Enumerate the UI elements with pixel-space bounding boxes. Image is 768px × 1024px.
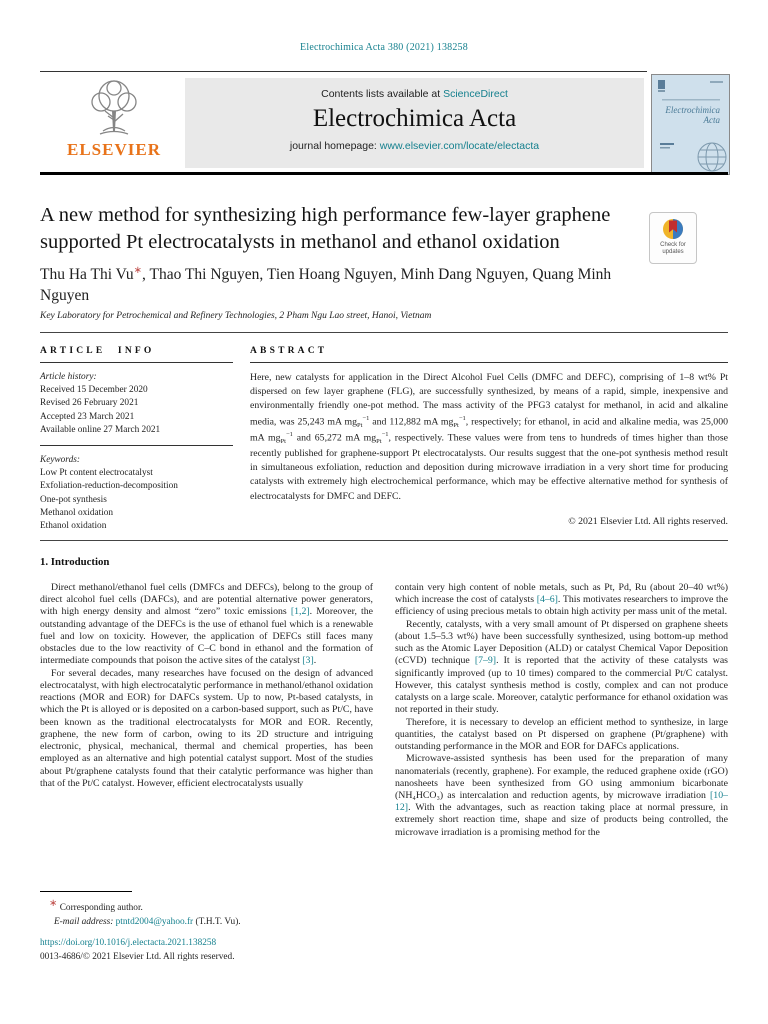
contents-line	[185, 78, 644, 100]
authors-line	[40, 264, 660, 307]
svg-text:Acta: Acta	[703, 115, 720, 125]
homepage-prefix: journal homepage:	[289, 140, 380, 152]
abstract-rule	[250, 362, 728, 363]
keyword-item: Exfoliation-reduction-decomposition	[40, 481, 178, 492]
history-item: Available online 27 March 2021	[40, 424, 161, 435]
footnote-marker: ∗	[49, 898, 58, 909]
affiliation: Key Laboratory for Petrochemical and Refinery Technologies, 2 Pham Ngu Lao street, Hanoi, Vietnam	[40, 311, 432, 321]
footnote-email-line	[40, 916, 385, 929]
keyword-item: Ethanol oxidation	[40, 520, 107, 531]
footnote-corresponding: ∗ Corresponding author.	[49, 898, 143, 914]
journal-cover-art	[652, 75, 729, 174]
journal-title: Electrochimica Acta	[312, 105, 517, 132]
body-divider-rule	[40, 540, 728, 541]
doi-link[interactable]: https://doi.org/10.1016/j.electacta.2021.138258	[40, 938, 217, 948]
svg-text:Electrochimica: Electrochimica	[665, 105, 720, 115]
masthead-top-rule	[40, 71, 647, 72]
elsevier-logo[interactable]	[45, 76, 183, 168]
body-paragraph: contain very high content of noble metals, such as Pt, Pd, Ru (about 20–40 wt%) which increase the cost of catalysts [4–6]. This motivates researchers to improve the efficiency of using precious metals to obtain high activity per mass unit of the metal.	[395, 582, 728, 618]
imprint-footer	[40, 936, 235, 965]
history-item: Received 15 December 2020	[40, 385, 148, 396]
elsevier-wordmark: ELSEVIER	[67, 140, 161, 159]
intro-column-right	[395, 582, 728, 888]
info-abstract-section	[40, 346, 728, 533]
abstract-text: Here, new catalysts for application in the Direct Alcohol Fuel Cells (DMFC and DEFC), comprising of 1–8 wt% Pt dispersed on few layer graphene (FLG), are successfully synthesized, by means of a rapid, simple, inexpensive and environmentally friendly one-pot method. The mass activity of the PFG3 catalyst for methanol, in acid and alkaline media, was 25,243 mA $mg_{Pt}^{-1}$ and 112,882 mA $mg_{Pt}^{-1}$, respectively; for ethanol, in acid and alkaline media, was 25,000 mA $mg_{Pt}^{-1}$ and 65,272 mA $mg_{Pt}^{-1}$, respectively. These values were from tens to hundreds of times higher than those recently published for graphene-support Pt electrocatalysts. Our results suggest that the one-pot synthesis method result in simultaneous exfoliation, reduction and deposition during microwave irradiation in a very short time for producing catalysts with extremely high electrochemical performance, which may be effective alternative method for synthesis of electrocatalysts for DMFC and DEFC.	[250, 372, 729, 502]
homepage-link[interactable]: www.elsevier.com/locate/electacta	[379, 140, 540, 152]
email-link[interactable]: ptntd2004@yahoo.fr	[115, 916, 194, 927]
email-suffix: (T.H.T. Vu).	[193, 916, 241, 927]
article-title: A new method for synthesizing high performance few-layer graphene supported Pt electrocatalysts in methanol and ethanol oxidation	[40, 204, 611, 253]
citation-ref[interactable]: [1,2]	[290, 606, 310, 618]
footnote	[40, 891, 385, 929]
citation-ref[interactable]: [3]	[302, 655, 314, 667]
body-columns	[40, 582, 728, 888]
corresponding-author-marker[interactable]: ∗	[133, 265, 143, 276]
crossmark-icon	[662, 217, 684, 241]
header-thick-rule	[40, 172, 728, 175]
body-paragraph: Recently, catalysts, with a very small amount of Pt dispersed on graphene sheets (about 1.5–5.3 wt%) have been successfully synthesized, using bottom-up method such as the Atomic Layer Deposition (ALD) or catalyst Chemical Vapor Deposition (cCVD) technique [7–9]. It is reported that the activity of these catalysts was significantly improved (up to 10 times) compared to the commercial Pt/C catalyst. However, this catalyst synthesis method is costly, complex and can not produce catalysts on a large scale. Moreover, catalytic performance for ethanol oxidation was not reported in their study.	[395, 618, 728, 716]
elsevier-tree-icon	[83, 76, 145, 140]
body-paragraph: Direct methanol/ethanol fuel cells (DMFCs and DEFCs), belong to the group of direct alcohol fuel cells (DAFCs), and are potential alternative power generators, with high energy density and almost “zero” toxic emissions [1,2]. Moreover, the outstanding advantage of the DEFCs is the use of ethanol fuel which is a renewable fuel and low on toxicity. However, the application of DEFCs still faces many obstacles due to the low reactivity of C–C bond in ethanol and the formation of intermediate compounds that poison the active sites of the catalyst [3].	[40, 582, 373, 667]
corresponding-author-name: Thu Ha Thi Vu	[40, 266, 134, 284]
footnote-rule	[40, 891, 132, 892]
homepage-line	[185, 140, 644, 152]
contents-prefix: Contents lists available at	[321, 88, 444, 100]
abstract-heading: ABSTRACT	[250, 346, 328, 356]
keywords-label: Keywords:	[40, 454, 80, 465]
check-updates-badge[interactable]	[649, 212, 697, 264]
article-info-heading: ARTICLE INFO	[40, 346, 155, 356]
body-paragraph: Microwave-assisted synthesis has been used for the preparation of many nanomaterials (recently, graphene). For example, the reduced graphene oxide (rGO) nanosheets have been synthesized from GO using ammonium bicarbonate (NH₄HCO₃) as intercalation and reduction agents, by microwave irradiation [10–12]. With the advantages, such as reaction taking place at normal pressure, in extremely short reaction time, shape and size of products being controlled, the microwave irradiation is a promising method for the	[395, 753, 728, 838]
citation-ref[interactable]: [4–6]	[536, 594, 558, 606]
article-info-column	[40, 346, 233, 533]
sciencedirect-link[interactable]: ScienceDirect	[443, 88, 508, 100]
info-top-rule	[40, 332, 728, 333]
article-history-label: Article history:	[40, 372, 97, 382]
issn-copyright-line: 0013-4686/© 2021 Elsevier Ltd. All rights reserved.	[40, 952, 235, 963]
keyword-item: Methanol oxidation	[40, 507, 114, 518]
abstract-column	[250, 346, 728, 533]
badge-label: Check for updates	[660, 242, 686, 255]
email-label: E-mail address:	[54, 916, 114, 927]
history-item: Accepted 23 March 2021	[40, 411, 135, 422]
body-paragraph: For several decades, many researches have focused on the design of advanced electrocatalyst, with high electrocatalytic performance in methanol/ethanol oxidation reactions (MOR and EOR) for DAFCs system. Up to now, Pt-based catalysts, in which the Pt is alloyed or is deposited on a carbon-based support, such as Pt/C, have been known as the traditional electrocatalysts for MOR and EOR. Recently, graphene, the new form of carbon, owing to its 2D structure and intriguing electronic, physical, mechanical, thermal and chemical properties, has been employed as an alternative and high potential catalyst support. Most of the studies about Pt/graphene catalysts found that their catalytic performance was higher than that of the Pt/C catalyst. However, efficient electrocatalysts usually	[40, 667, 373, 789]
abstract-copyright: © 2021 Elsevier Ltd. All rights reserved.	[568, 515, 728, 527]
intro-column-left	[40, 582, 373, 888]
citation-ref[interactable]: [7–9]	[474, 655, 497, 667]
keyword-item: One-pot synthesis	[40, 494, 107, 505]
keyword-item: Low Pt content electrocatalyst	[40, 468, 153, 479]
introduction-heading: 1. Introduction	[40, 556, 110, 568]
body-paragraph: Therefore, it is necessary to develop an efficient method to synthesize, in large quantities, the catalyst based on Pt dispersed on graphene (Pt/graphene) with outstanding performance in the MOR and EOR for DAFCs applications.	[395, 716, 728, 753]
header-banner	[185, 78, 644, 168]
history-item: Revised 26 February 2021	[40, 398, 139, 409]
coauthors: , Thao Thi Nguyen, Tien Hoang Nguyen, Minh Dang Nguyen, Quang Minh Nguyen	[40, 266, 612, 305]
masthead-citation: Electrochimica Acta 380 (2021) 138258	[300, 42, 468, 53]
citation-ref[interactable]: [10–12]	[395, 789, 728, 814]
article-info-rule	[40, 362, 233, 363]
info-mid-rule	[40, 445, 233, 446]
journal-cover-thumbnail[interactable]	[651, 74, 730, 175]
